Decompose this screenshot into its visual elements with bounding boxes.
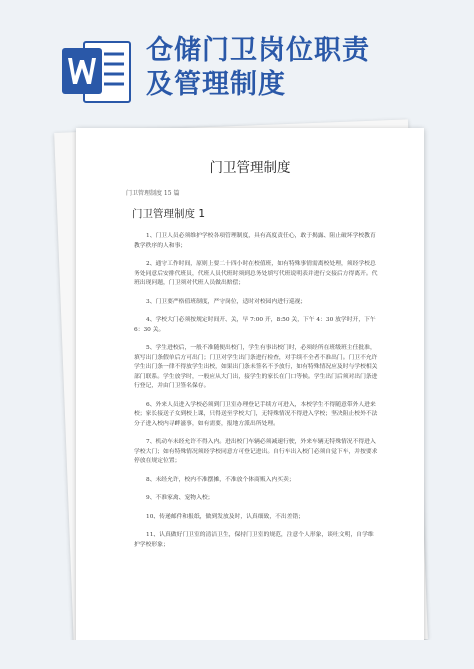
section-heading: 门卫管理制度 1 xyxy=(132,208,206,220)
paragraph: 1、门卫人员必须维护学校各项管理制度，具有高度责任心，敢于揭露、阻止破坏学校教育教学秩序的人和事； xyxy=(134,233,376,249)
paragraph: 9、不准家禽、宠物入校； xyxy=(146,495,214,501)
paragraph: 2、通守工作时间，原则上要二十四小时在校值班，如有特殊事情需离校处理，须经学校总务处同意后安排代班员，代班人员代班时须到总务处填写代班说明表并进行交接后方得离开。代班出现问题，门卫须对代班人员做出赔偿； xyxy=(134,261,378,286)
page-title-line-1: 仓储门卫岗位职责 xyxy=(146,35,370,66)
paragraph: 5、学生进校后，一般不准随便出校门，学生有事出校门时，必须经所在班级班主任批准，填写出门条假单后方可出门；门卫对学生出门条进行检查，对手续不全者不准出门。门卫不允许学生出门条一律不得放学生出校，如果出门条未签名不予放行，如有特殊情况应及时与学校相关部门联系。学生放学时，一般应从大门出，接学生的家长在门口等候。学生出门后须对出门条进行登记，并由门卫签名保存。 xyxy=(134,345,378,389)
word-doc-icon xyxy=(60,38,134,108)
paragraph: 6、外来人员进入学校必须到门卫室办理登记手续方可进入，本校学生不得随意带外人进来校；家长接送子女到校上课，只得送至学校大门，无特殊情况不得进入学校；坚决阻止校外不法分子进入校内寻衅滋事，如有需要，报地方派出所处理。 xyxy=(134,401,378,427)
paragraph: 4、学校大门必须按规定时间开、关，早 7:00 开，8:50 关，下午 4：30 放学时开，下午 6：30 关。 xyxy=(134,317,376,333)
page-footer-band xyxy=(0,640,474,669)
paragraph: 11、认真做好门卫室的清洁卫生，保持门卫室的规范，注意个人形象，谈吐文明，自学维护学校形象； xyxy=(134,532,374,548)
document-meta: 门卫管理制度 15 篇 xyxy=(126,190,180,197)
document-page xyxy=(76,128,424,654)
paragraph: 7、机动车未经允许不得入内。进出校门车辆必须减速行驶，外来车辆无特殊情况不得进入学校大门；如有特殊情况须经学校同意方可登记进出。自行车出入校门必须自觉下车，并按要求停放在规定位置； xyxy=(134,439,378,464)
paragraph: 10、传递邮件和报纸，做到发放及时，认真细致，不出差错； xyxy=(146,513,305,520)
document-body xyxy=(134,232,378,559)
page-title-line-2: 及管理制度 xyxy=(146,69,286,100)
paragraph: 3、门卫要严格值班制度，严守岗位，适时对校园内进行巡视； xyxy=(146,298,307,305)
paragraph: 8、未经允许，校内不准摆摊，不准放个体商贩入内买卖； xyxy=(146,476,295,483)
page-header xyxy=(0,0,474,112)
document-title: 门卫管理制度 xyxy=(209,160,291,176)
